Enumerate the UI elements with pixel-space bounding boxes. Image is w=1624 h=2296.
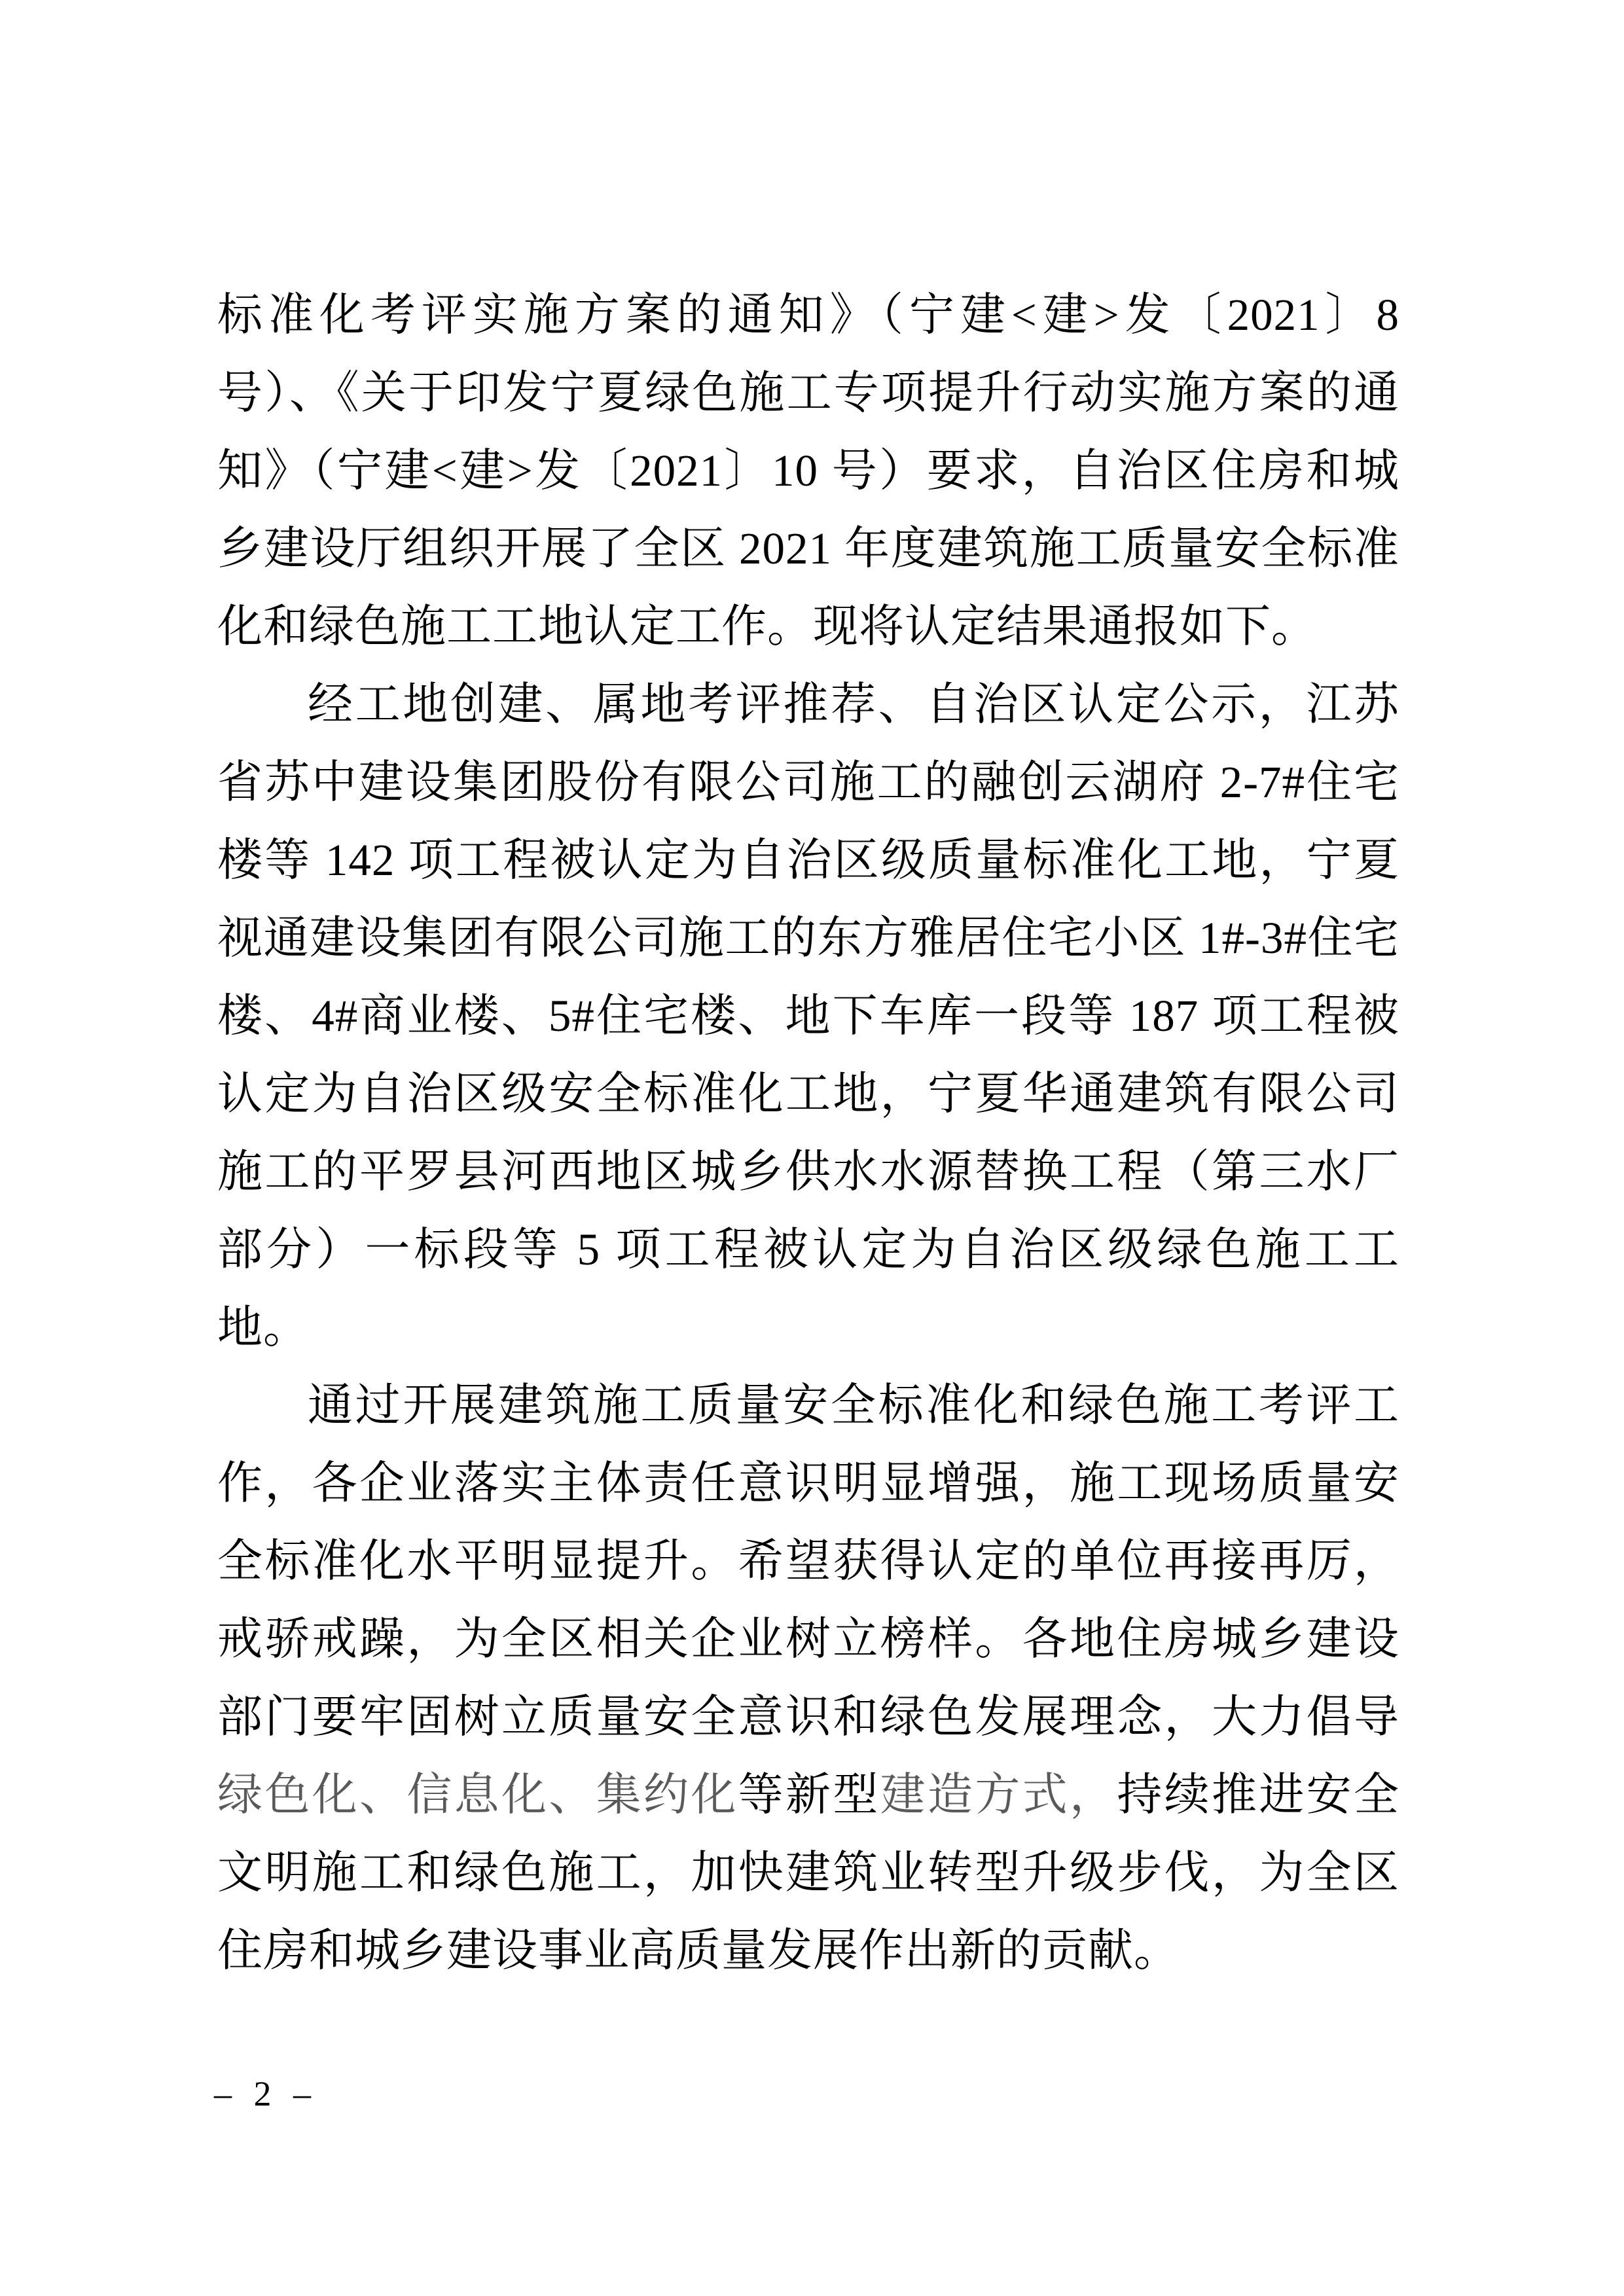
paragraph-continued-from-previous-page: [217, 276, 1399, 666]
text-run: 标准化考评实施方案的通知》（宁建<建>发〔2021〕8 号）、《关于印发宁夏绿色施工专项提升行动实施方案的通知》（宁建<建>发〔2021〕10 号）要求，自治区住房和城乡建设厅组织开展了全区 2021 年度建筑施工质量安全标准化和绿色施工工地认定工作。现将认定结果通报如下。: [217, 290, 1399, 651]
highlighted-text-run: 建造方式，: [880, 1770, 1117, 1820]
text-run: 等新型: [738, 1770, 880, 1820]
paragraph-conclusion: [217, 1367, 1399, 1990]
paragraph-recognition-results: [217, 666, 1399, 1367]
text-run: 经工地创建、属地考评推荐、自治区认定公示，江苏省苏中建设集团股份有限公司施工的融创云湖府 2-7#住宅楼等 142 项工程被认定为自治区级质量标准化工地，宁夏视通建设集团有限公司施工的东方雅居住宅小区 1#-3#住宅楼、4#商业楼、5#住宅楼、地下车库一段等 187 项工程被认定为自治区级安全标准化工地，宁夏华通建筑有限公司施工的平罗县河西地区城乡供水水源替换工程（第三水厂部分）一标段等 5 项工程被认定为自治区级绿色施工工地。: [217, 679, 1399, 1352]
text-run: 通过开展建筑施工质量安全标准化和绿色施工考评工作，各企业落实主体责任意识明显增强，施工现场质量安全标准化水平明显提升。希望获得认定的单位再接再厉，戒骄戒躁，为全区相关企业树立榜样。各地住房城乡建设部门要牢固树立质量安全意识和绿色发展理念，大力倡导: [217, 1380, 1399, 1742]
document-body: [217, 276, 1399, 1990]
page-number: – 2 –: [214, 2074, 317, 2113]
text-run: 持续推进安全文明施工和绿色施工，加快建筑业转型升级步伐，为全区住房和城乡建设事业高质量发展作出新的贡献。: [217, 1770, 1400, 1975]
highlighted-text-run: 绿色化、信息化、集约化: [217, 1770, 738, 1820]
